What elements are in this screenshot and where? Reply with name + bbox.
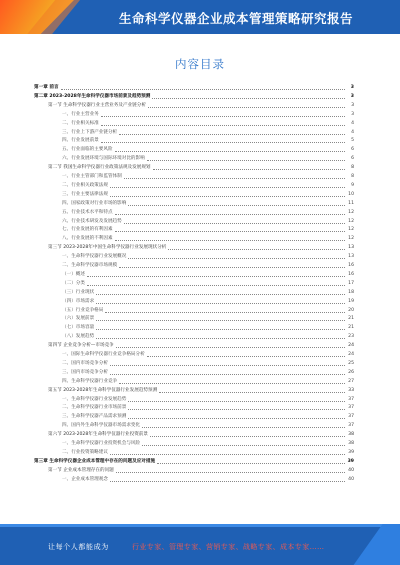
toc-entry-label: 四、行业发展前景 (62, 138, 99, 144)
toc-entry[interactable] (34, 191, 354, 199)
toc-entry[interactable] (34, 235, 354, 243)
toc-entry-page: 37 (348, 405, 354, 411)
toc-entry-label: 二、行业相关政策法规 (62, 182, 108, 188)
toc-entry-page: 33 (348, 387, 354, 393)
toc-entry[interactable] (34, 280, 354, 288)
toc-entry-label: 第五节 2023-2028年生命科学仪器行业发展趋势预测 (48, 387, 158, 393)
toc-entry-page: 4 (351, 120, 354, 126)
toc-entry-label: 四、国内外生命科学仪器市场需求变化 (62, 423, 141, 429)
toc-entry[interactable] (34, 315, 354, 323)
toc-entry-label: 二、行业相关标准 (62, 120, 99, 126)
toc-entry[interactable] (34, 93, 354, 101)
toc-leader-dots (142, 427, 345, 428)
toc-entry-label: 三、行业上下游产业链分析 (62, 129, 118, 135)
toc-leader-dots (115, 214, 345, 215)
toc-entry-label: （一）概述 (62, 271, 85, 277)
toc-leader-dots (153, 169, 345, 170)
toc-entry-page: 27 (348, 378, 354, 384)
toc-entry-page: 10 (348, 191, 354, 197)
toc-entry-label: 五、行业技术水平和特点 (62, 209, 113, 215)
toc-entry[interactable] (34, 440, 354, 448)
toc-entry[interactable] (34, 111, 354, 119)
toc-entry-page: 8 (351, 174, 354, 179)
toc-entry-page: 38 (348, 441, 354, 446)
toc-entry-page: 12 (348, 209, 354, 215)
toc-entry-label: （六）发展前景 (62, 316, 95, 322)
toc-entry-label: 一、行业主管部门和监管体制 (62, 174, 122, 179)
toc-leader-dots (147, 356, 345, 357)
toc-entry[interactable] (34, 476, 354, 484)
toc-entry[interactable] (34, 467, 354, 475)
toc-leader-dots (96, 338, 345, 339)
toc-entry-label: 第六节 2023-2028年生命科学仪器行业投资前景 (48, 432, 149, 438)
toc-entry-page: 13 (348, 254, 354, 260)
toc-leader-dots (101, 116, 345, 117)
toc-entry[interactable] (34, 422, 354, 430)
toc-leader-dots (101, 125, 345, 126)
toc-leader-dots (147, 160, 345, 161)
toc-entry-page: 37 (348, 423, 354, 429)
toc-leader-dots (152, 98, 345, 99)
toc-entry-label: 第三章 生命科学仪器企业成本管理中存在的问题及应对措施 (34, 458, 156, 464)
toc-entry[interactable] (34, 360, 354, 368)
toc-entry-page: 6 (351, 156, 354, 162)
toc-leader-dots (124, 223, 345, 224)
toc-entry-label: 第二章 2023-2028年生命科学仪器市场前景及趋势预测 (34, 93, 151, 99)
report-title: 生命科学仪器企业成本管理策略研究报告 (118, 11, 353, 26)
report-footer (0, 524, 400, 565)
toc-entry-page: 40 (348, 476, 354, 482)
toc-entry[interactable] (34, 271, 354, 279)
toc-entry-page: 6 (351, 147, 354, 153)
toc-entry-label: 第一节 企业成本管理存在的问题 (48, 467, 114, 473)
toc-entry-page: 18 (348, 289, 354, 295)
toc-entry-label: 四、生命科学仪器行业竞争 (62, 378, 118, 384)
toc-entry-page: 12 (348, 236, 354, 242)
toc-entry[interactable] (34, 342, 354, 350)
toc-leader-dots (128, 409, 345, 410)
toc-entry-label: 二、国内市场竞争分析 (62, 360, 108, 366)
toc-entry-label: （四）市场需求 (62, 298, 95, 304)
toc-entry[interactable] (34, 262, 354, 270)
toc-entry-page: 39 (347, 458, 354, 464)
toc-entry-page: 12 (348, 218, 354, 224)
toc-leader-dots (115, 151, 345, 152)
toc-entry-label: （八）发展趋势 (62, 334, 95, 340)
toc-entry[interactable] (34, 333, 354, 341)
toc-entry-page: 23 (348, 334, 354, 340)
toc-entry[interactable] (34, 173, 354, 181)
toc-entry-page: 9 (351, 182, 354, 188)
toc-entry-label: 六、行业技术研发及发展趋势 (62, 218, 122, 224)
table-of-contents (34, 84, 354, 504)
toc-entry-page: 24 (348, 352, 354, 357)
toc-entry-page: 24 (348, 343, 354, 349)
toc-entry-label: 一、生命科学仪器行业发展概况 (62, 254, 127, 260)
toc-entry-label: 三、行业主要法律法规 (62, 191, 108, 197)
footer-expert-list: 行业专家、管理专家、营销专家、战略专家、成本专家…… (132, 543, 325, 551)
toc-entry[interactable] (34, 289, 354, 297)
toc-entry-page: 3 (351, 102, 354, 108)
toc-entry-label: （七）市场容量 (62, 325, 95, 331)
toc-entry-label: 一、国际生命科学仪器行业竞争格局分析 (62, 352, 145, 357)
toc-leader-dots (128, 205, 345, 206)
toc-entry-label: （三）行业现状 (62, 289, 95, 295)
toc-entry-page: 5 (351, 138, 354, 144)
toc-entry-page: 8 (351, 165, 354, 171)
toc-leader-dots (110, 374, 345, 375)
toc-leader-dots (128, 401, 345, 402)
toc-entry-label: 第一节 生命科学仪器行业主营业务及产业链分析 (48, 102, 146, 108)
toc-entry[interactable] (34, 396, 354, 404)
toc-leader-dots (119, 134, 345, 135)
toc-leader-dots (61, 89, 345, 90)
toc-entry[interactable] (34, 404, 354, 412)
toc-entry[interactable] (34, 218, 354, 226)
toc-leader-dots (87, 276, 345, 277)
toc-leader-dots (110, 196, 345, 197)
toc-entry-label: 四、国家政策对行业市场的影响 (62, 200, 127, 206)
toc-entry[interactable] (34, 209, 354, 217)
toc-entry-page: 3 (350, 85, 354, 90)
toc-entry-page: 16 (348, 271, 354, 277)
toc-entry-label: 二、生命科学仪器市场规模 (62, 263, 118, 268)
toc-entry-label: 一、行业主营业务 (62, 111, 99, 117)
toc-entry[interactable] (34, 253, 354, 261)
toc-entry[interactable] (34, 146, 354, 154)
toc-entry[interactable] (34, 431, 354, 439)
toc-entry-label: 二、行业投资策略建议 (62, 449, 108, 455)
toc-entry[interactable] (34, 307, 354, 315)
toc-entry[interactable] (34, 244, 354, 252)
toc-entry[interactable] (34, 387, 354, 395)
toc-entry-label: 五、行业面临的主要风险 (62, 147, 113, 153)
toc-leader-dots (101, 142, 345, 143)
toc-entry-label: 第四节 企业竞争分析—市场竞争 (48, 343, 114, 349)
toc-entry[interactable] (34, 351, 354, 359)
toc-entry-label: 一、生命科学仪器行业投资机会与风险 (62, 441, 141, 446)
toc-entry[interactable] (34, 155, 354, 163)
toc-entry-label: 七、行业发展的有利因素 (62, 227, 113, 233)
toc-entry-page: 11 (348, 200, 354, 206)
toc-leader-dots (128, 418, 345, 419)
toc-heading: 内容目录 (175, 57, 225, 71)
toc-leader-dots (96, 294, 345, 295)
toc-leader-dots (110, 187, 345, 188)
toc-leader-dots (96, 329, 345, 330)
toc-entry[interactable] (34, 137, 354, 145)
toc-entry-label: （五）行业竞争格局 (62, 307, 104, 313)
toc-entry[interactable] (34, 129, 354, 137)
toc-leader-dots (150, 436, 345, 437)
toc-entry-page: 3 (351, 111, 354, 117)
toc-entry-label: 第一章 前言 (34, 85, 59, 90)
toc-entry-label: 第二节 我国生命科学仪器行业政策法规及发展规划 (48, 165, 151, 171)
toc-entry-page: 13 (348, 245, 354, 251)
toc-entry-page: 26 (348, 369, 354, 375)
toc-leader-dots (96, 320, 345, 321)
toc-entry[interactable] (34, 369, 354, 377)
toc-entry-page: 40 (348, 467, 354, 473)
toc-leader-dots (87, 285, 345, 286)
toc-entry-label: 第三节 2023-2028年中国生命科学仪器行业发展现状分析 (48, 245, 167, 251)
toc-leader-dots (157, 463, 345, 464)
toc-entry[interactable] (34, 164, 354, 172)
toc-leader-dots (119, 267, 345, 268)
toc-entry-page: 38 (348, 432, 354, 438)
toc-leader-dots (119, 383, 345, 384)
toc-entry[interactable] (34, 120, 354, 128)
toc-entry-page: 17 (348, 280, 354, 286)
toc-entry-page: 25 (348, 360, 354, 366)
toc-leader-dots (115, 231, 345, 232)
toc-leader-dots (116, 347, 345, 348)
toc-entry-page: 12 (348, 227, 354, 233)
toc-entry-label: 六、行业发展环境与国际环境对比的影响 (62, 156, 145, 162)
toc-entry-label: 二、生命科学仪器行业市场前景 (62, 405, 127, 411)
footer-corner-shape (342, 524, 400, 565)
toc-leader-dots (105, 312, 345, 313)
toc-entry-label: 三、生命科学仪器产品需求预测 (62, 414, 127, 420)
toc-leader-dots (142, 445, 345, 446)
toc-entry[interactable] (34, 449, 354, 457)
toc-entry-label: （二）分类 (62, 280, 85, 286)
toc-entry[interactable] (34, 226, 354, 234)
footer-strip (0, 524, 400, 527)
toc-entry[interactable] (34, 200, 354, 208)
toc-entry-page: 19 (348, 298, 354, 304)
toc-leader-dots (110, 481, 345, 482)
toc-leader-dots (159, 392, 345, 393)
toc-entry-page: 4 (351, 129, 354, 135)
toc-entry[interactable] (34, 413, 354, 421)
toc-entry[interactable] (34, 102, 354, 110)
toc-leader-dots (110, 365, 345, 366)
toc-leader-dots (115, 240, 345, 241)
toc-entry-page: 37 (348, 414, 354, 420)
toc-entry-page: 20 (348, 307, 354, 313)
toc-entry[interactable] (34, 458, 354, 466)
toc-leader-dots (168, 249, 345, 250)
toc-entry-label: 八、行业发展的不利因素 (62, 236, 113, 242)
toc-entry-page: 21 (348, 316, 354, 322)
toc-entry[interactable] (34, 182, 354, 190)
toc-entry[interactable] (34, 84, 354, 92)
toc-entry[interactable] (34, 324, 354, 332)
toc-leader-dots (128, 258, 345, 259)
toc-entry-label: 三、国内市场竞争分析 (62, 369, 108, 375)
toc-entry-page: 39 (348, 449, 354, 455)
toc-leader-dots (148, 107, 345, 108)
toc-leader-dots (110, 454, 345, 455)
toc-entry-label: 一、生命科学仪器行业发展趋势 (62, 396, 127, 402)
toc-leader-dots (116, 472, 345, 473)
toc-entry[interactable] (34, 378, 354, 386)
toc-leader-dots (124, 178, 345, 179)
toc-leader-dots (96, 303, 345, 304)
toc-entry-label: 一、企业成本管理观念 (62, 476, 108, 482)
toc-entry-page: 37 (348, 396, 354, 402)
toc-entry-page: 16 (348, 263, 354, 268)
toc-entry-page: 21 (348, 325, 354, 331)
report-header (0, 0, 400, 34)
footer-slogan: 让每个人都能成为 (48, 543, 109, 551)
toc-entry[interactable] (34, 298, 354, 306)
toc-entry-page: 3 (350, 93, 354, 99)
